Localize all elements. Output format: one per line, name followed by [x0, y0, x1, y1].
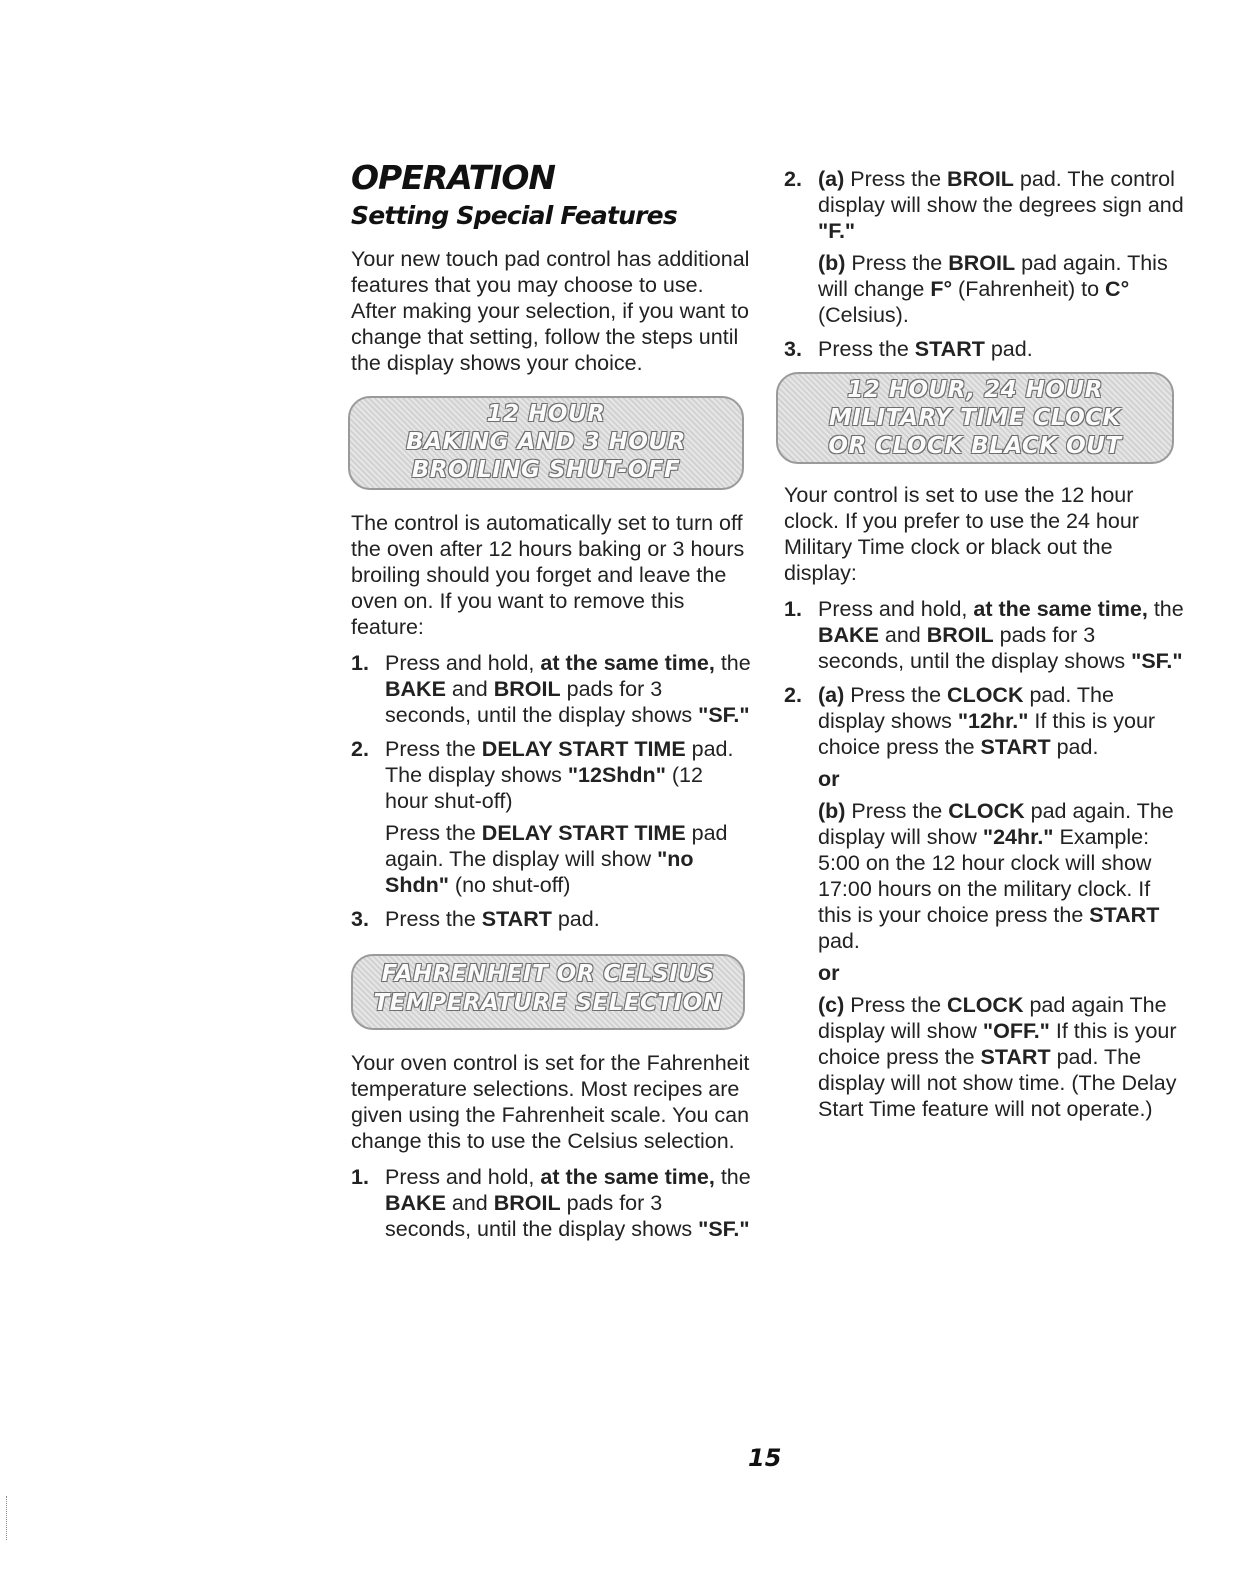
banner-line: FAHRENHEIT OR CELSIUS — [381, 961, 715, 987]
text: pad again. The display will show — [385, 821, 728, 871]
temp-step-2b — [818, 250, 1184, 328]
temp-steps-right — [784, 166, 1184, 362]
bold-text: BROIL — [947, 167, 1014, 191]
text: pad. The display shows — [385, 737, 734, 787]
clock-steps — [784, 596, 1184, 1122]
banner-line: BAKING AND 3 HOUR — [406, 429, 686, 455]
text: Press the — [385, 821, 482, 845]
banner-line: 12 HOUR — [486, 401, 606, 427]
banner-line: OR CLOCK BLACK OUT — [828, 433, 1122, 459]
text: the — [714, 1165, 751, 1189]
bold-text: CLOCK — [947, 683, 1024, 707]
clock-intro: Your control is set to use the 12 hour clock. If you prefer to use the 24 hour Military Time clock or black out the display: — [784, 483, 1139, 585]
bold-text: BAKE — [385, 677, 446, 701]
banner-12-hour-shutoff — [348, 396, 744, 490]
bold-text: BAKE — [818, 623, 879, 647]
bold-text: BROIL — [926, 623, 994, 647]
text: and — [878, 623, 927, 647]
step-number: 1. — [351, 1165, 369, 1189]
bold-text: "24hr." — [982, 825, 1054, 849]
text: the — [714, 651, 751, 675]
section-title: OPERATION — [351, 158, 556, 197]
text: Press the — [844, 993, 948, 1017]
or-separator: or — [818, 767, 840, 791]
text: pad. The display shows — [818, 683, 1114, 733]
clock-step-2 — [784, 682, 1184, 1122]
bold-text: "12hr." — [957, 709, 1029, 733]
temp-step-2 — [784, 166, 1184, 328]
step-number: 1. — [351, 651, 369, 675]
bold-text: BAKE — [385, 1191, 446, 1215]
bold-text: "12Shdn" — [567, 763, 666, 787]
text: Press the — [385, 907, 482, 931]
bold-text: CLOCK — [948, 799, 1025, 823]
step-number: 2. — [784, 167, 802, 191]
text: pad. The display will not show time. (The Delay Start Time feature will not operate.) — [818, 1045, 1177, 1121]
temp-step-3 — [784, 336, 1184, 362]
bold-text: BROIL — [948, 251, 1016, 275]
text: Press the — [844, 167, 948, 191]
text: pad. — [551, 907, 600, 931]
step-number: 2. — [351, 737, 369, 761]
clock-step-2b — [818, 798, 1184, 954]
text: If this is your choice press the — [818, 709, 1156, 759]
bold-text: CLOCK — [947, 993, 1024, 1017]
bold-text: at the same time, — [540, 1165, 715, 1189]
subtitle: Setting Special Features — [351, 201, 677, 230]
bold-text: F° — [930, 277, 953, 301]
banner-clock-options — [776, 372, 1174, 464]
shutoff-step-3 — [351, 906, 751, 932]
bold-text: "SF." — [698, 1217, 750, 1241]
banner-line: TEMPERATURE SELECTION — [373, 990, 723, 1016]
scan-mark — [6, 1496, 9, 1540]
page-number: 15 — [748, 1444, 782, 1472]
text: If this is your choice press the — [818, 1019, 1177, 1069]
banner-line: BROILING SHUT-OFF — [411, 457, 681, 483]
text: pad again The display will show — [818, 993, 1167, 1043]
bold-text: (a) — [818, 683, 845, 707]
text: pads for 3 seconds, until the display shows — [818, 623, 1132, 673]
text: and — [445, 677, 494, 701]
right-column — [784, 166, 1184, 1130]
intro-paragraph: Your new touch pad control has additional features that you may choose to use. After making your selection, if you want to change that setting, follow the steps until the display shows your choice. — [351, 247, 750, 375]
banner-line: MILITARY TIME CLOCK — [829, 405, 1121, 431]
or-separator: or — [818, 961, 840, 985]
temp-intro: Your oven control is set for the Fahrenheit temperature selections. Most recipes are given using the Fahrenheit scale. You can change this to use the Celsius selection. — [351, 1051, 750, 1153]
text: Press and hold, — [818, 597, 974, 621]
text: pad. The control display will show the degrees sign and — [818, 167, 1184, 217]
bold-text: (c) — [818, 993, 845, 1017]
text: pad. — [984, 337, 1033, 361]
text: pad. — [1050, 735, 1099, 759]
bold-text: at the same time, — [540, 651, 715, 675]
text: Press the — [844, 683, 948, 707]
text: (no shut-off) — [448, 873, 571, 897]
bold-text: (b) — [818, 251, 846, 275]
bold-text: START — [914, 337, 985, 361]
text: (12 hour shut-off) — [385, 763, 703, 813]
bold-text: START — [980, 1045, 1051, 1069]
bold-text: C° — [1105, 277, 1130, 301]
text: Example: 5:00 on the 12 hour clock will show 17:00 hours on the military clock. If this is your choice press the — [818, 825, 1152, 927]
bold-text: BROIL — [493, 677, 561, 701]
shutoff-step-2-part2 — [385, 820, 751, 898]
shutoff-step-2 — [351, 736, 751, 898]
text: Press and hold, — [385, 1165, 541, 1189]
temp-step-1 — [351, 1164, 751, 1242]
bold-text: (b) — [818, 799, 846, 823]
bold-text: (a) — [818, 167, 845, 191]
bold-text: START — [481, 907, 552, 931]
text: the — [1147, 597, 1184, 621]
shutoff-intro: The control is automatically set to turn off the oven after 12 hours baking or 3 hours broiling should you forget and leave the oven on. If you want to remove this feature: — [351, 511, 745, 639]
bold-text: "SF." — [698, 703, 750, 727]
bold-text: "no Shdn" — [385, 847, 694, 897]
text: pads for 3 seconds, until the display shows — [385, 1191, 699, 1241]
text: Press the — [818, 337, 915, 361]
step-number: 3. — [351, 907, 369, 931]
text: Press the — [385, 737, 482, 761]
bold-text: at the same time, — [973, 597, 1148, 621]
shutoff-step-1 — [351, 650, 751, 728]
step-number: 1. — [784, 597, 802, 621]
text: pad. — [818, 929, 860, 953]
step-number: 2. — [784, 683, 802, 707]
clock-step-2c — [818, 992, 1184, 1122]
text: Press and hold, — [385, 651, 541, 675]
bold-text: START — [980, 735, 1051, 759]
text: pad again. The display will show — [818, 799, 1174, 849]
left-column — [351, 160, 751, 1250]
text: pad again. This will change — [818, 251, 1168, 301]
bold-text: "F." — [818, 219, 856, 243]
text: and — [445, 1191, 494, 1215]
bold-text: "SF." — [1131, 649, 1183, 673]
banner-line: 12 HOUR, 24 HOUR — [847, 377, 1103, 403]
bold-text: DELAY START TIME — [481, 821, 686, 845]
text: Press the — [845, 251, 949, 275]
step-number: 3. — [784, 337, 802, 361]
shutoff-steps — [351, 650, 751, 932]
bold-text: BROIL — [493, 1191, 561, 1215]
bold-text: "OFF." — [982, 1019, 1050, 1043]
temp-steps-left — [351, 1164, 751, 1242]
bold-text: START — [1089, 903, 1160, 927]
banner-fahrenheit-celsius — [351, 954, 745, 1030]
text: (Celsius). — [818, 303, 909, 327]
text: (Fahrenheit) to — [952, 277, 1106, 301]
clock-step-1 — [784, 596, 1184, 674]
bold-text: DELAY START TIME — [481, 737, 686, 761]
text: pads for 3 seconds, until the display shows — [385, 677, 699, 727]
text: Press the — [845, 799, 949, 823]
